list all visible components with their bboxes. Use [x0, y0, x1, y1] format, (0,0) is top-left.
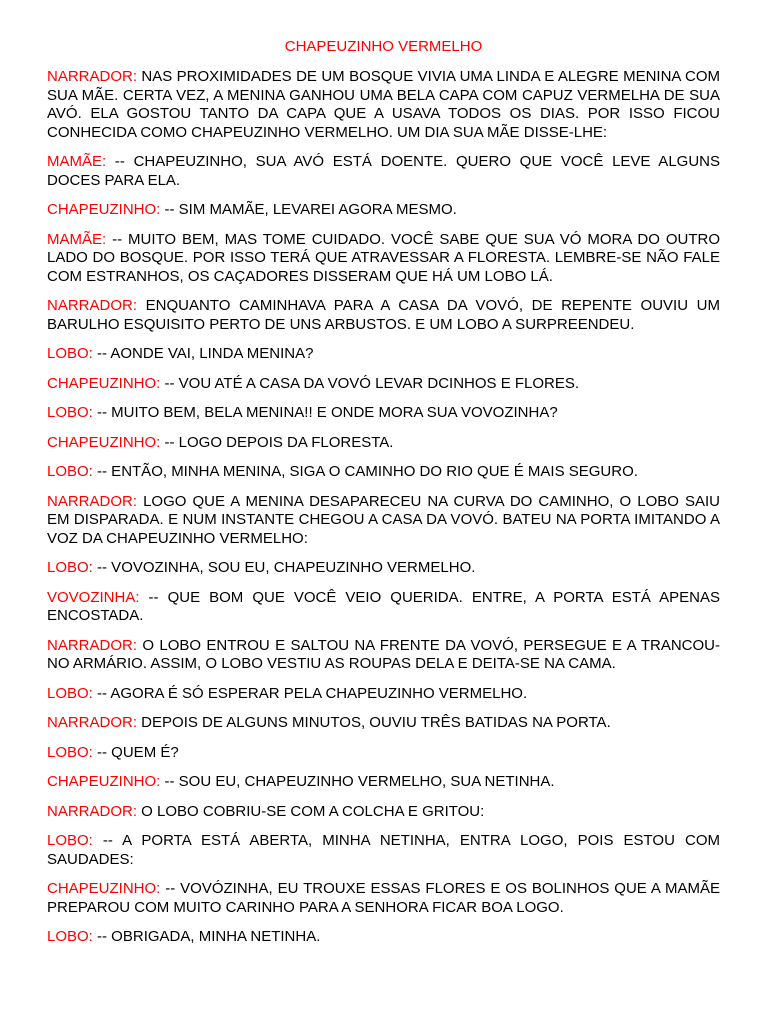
- speaker-label: MAMÃE:: [47, 153, 107, 170]
- dialogue-paragraph: [47, 928, 720, 947]
- dialogue-text: -- OBRIGADA, MINHA NETINHA.: [92, 928, 321, 945]
- speaker-label: LOBO:: [47, 559, 93, 576]
- dialogue-paragraph: [47, 493, 720, 549]
- speaker-label: NARRADOR:: [47, 714, 138, 731]
- dialogue-text: O LOBO ENTROU E SALTOU NA FRENTE DA VOVÓ, PERSEGUE E A TRANCOU-NO ARMÁRIO. ASSIM, O LOBO VESTIU AS ROUPAS DELA E DEITA-SE NA CAMA.: [47, 636, 720, 672]
- dialogue-paragraph: [47, 404, 720, 423]
- speaker-label: CHAPEUZINHO:: [47, 433, 161, 451]
- speaker-label: CHAPEUZINHO:: [47, 374, 161, 392]
- dialogue-text: ENQUANTO CAMINHAVA PARA A CASA DA VOVÓ, DE REPENTE OUVIU UM BARULHO ESQUISITO PERTO DE UNS ARBUSTOS. E UM LOBO A SURPREENDEU.: [47, 297, 720, 333]
- dialogue-paragraph: [47, 463, 720, 482]
- speaker-label: LOBO:: [47, 928, 93, 945]
- dialogue-body: [47, 68, 720, 947]
- dialogue-paragraph: [47, 434, 720, 453]
- speaker-label: LOBO:: [47, 684, 93, 702]
- speaker-label: LOBO:: [47, 832, 93, 849]
- speaker-label: NARRADOR:: [47, 492, 138, 510]
- dialogue-text: NAS PROXIMIDADES DE UM BOSQUE VIVIA UMA LINDA E ALEGRE MENINA COM SUA MÃE. CERTA VEZ, A MENINA GANHOU UMA BELA CAPA COM CAPUZ VERMELHA DE SUA AVÓ. ELA GOSTOU TANTO DA CAPA QUE A USAVA TODOS OS DIAS. POR ISSO FICOU CONHECIDA COMO CHAPEUZINHO VERMELHO. UM DIA SUA MÃE DISSE-LHE:: [47, 68, 720, 141]
- speaker-label: MAMÃE:: [47, 230, 107, 248]
- dialogue-text: -- AGORA É SÓ ESPERAR PELA CHAPEUZINHO VERMELHO.: [92, 684, 528, 702]
- dialogue-text: -- VOVOZINHA, SOU EU, CHAPEUZINHO VERMELHO.: [92, 559, 476, 576]
- dialogue-paragraph: [47, 375, 720, 394]
- dialogue-text: LOGO QUE A MENINA DESAPARECEU NA CURVA DO CAMINHO, O LOBO SAIU EM DISPARADA. E NUM INSTANTE CHEGOU A CASA DA VOVÓ. BATEU NA PORTA IMITANDO A VOZ DA CHAPEUZINHO VERMELHO:: [47, 492, 720, 547]
- dialogue-paragraph: [47, 744, 720, 763]
- dialogue-text: -- QUE BOM QUE VOCÊ VEIO QUERIDA. ENTRE, A PORTA ESTÁ APENAS ENCOSTADA.: [47, 588, 720, 624]
- speaker-label: VOVOZINHA:: [47, 588, 140, 606]
- speaker-label: CHAPEUZINHO:: [47, 773, 161, 790]
- dialogue-paragraph: [47, 880, 720, 917]
- dialogue-text: -- QUEM É?: [92, 743, 179, 761]
- dialogue-paragraph: [47, 297, 720, 334]
- dialogue-paragraph: [47, 201, 720, 220]
- dialogue-text: -- A PORTA ESTÁ ABERTA, MINHA NETINHA, ENTRA LOGO, POIS ESTOU COM SAUDADES:: [47, 832, 720, 868]
- dialogue-text: DEPOIS DE ALGUNS MINUTOS, OUVIU TRÊS BATIDAS NA PORTA.: [137, 714, 611, 731]
- dialogue-text: -- VOVÓZINHA, EU TROUXE ESSAS FLORES E OS BOLINHOS QUE A MAMÃE PREPAROU COM MUITO CARINHO PARA A SENHORA FICAR BOA LOGO.: [47, 880, 720, 916]
- dialogue-text: -- SOU EU, CHAPEUZINHO VERMELHO, SUA NETINHA.: [160, 773, 555, 790]
- dialogue-paragraph: [47, 832, 720, 869]
- dialogue-text: -- SIM MAMÃE, LEVAREI AGORA MESMO.: [160, 201, 457, 218]
- document-title: CHAPEUZINHO VERMELHO: [284, 38, 483, 55]
- dialogue-paragraph: [47, 231, 720, 287]
- speaker-label: NARRADOR:: [47, 68, 138, 85]
- dialogue-paragraph: [47, 773, 720, 792]
- speaker-label: LOBO:: [47, 743, 93, 761]
- dialogue-paragraph: [47, 559, 720, 578]
- speaker-label: LOBO:: [47, 345, 93, 362]
- dialogue-paragraph: [47, 589, 720, 626]
- dialogue-paragraph: [47, 637, 720, 674]
- dialogue-text: -- AONDE VAI, LINDA MENINA?: [92, 345, 314, 362]
- dialogue-text: -- MUITO BEM, MAS TOME CUIDADO. VOCÊ SABE QUE SUA VÓ MORA DO OUTRO LADO DO BOSQUE. POR ISSO TERÁ QUE ATRAVESSAR A FLORESTA. LEMBRE-SE NÃO FALE COM ESTRANHOS, OS CAÇADORES DISSERAM QUE HÁ UM LOBO LÁ.: [47, 230, 720, 285]
- speaker-label: CHAPEUZINHO:: [47, 880, 161, 897]
- dialogue-paragraph: [47, 153, 720, 190]
- dialogue-paragraph: [47, 803, 720, 822]
- speaker-label: LOBO:: [47, 463, 93, 480]
- dialogue-text: -- LOGO DEPOIS DA FLORESTA.: [160, 433, 394, 451]
- speaker-label: NARRADOR:: [47, 297, 138, 314]
- dialogue-paragraph: [47, 685, 720, 704]
- dialogue-text: -- MUITO BEM, BELA MENINA!! E ONDE MORA SUA VOVOZINHA?: [92, 404, 558, 421]
- dialogue-paragraph: [47, 345, 720, 364]
- dialogue-text: -- CHAPEUZINHO, SUA AVÓ ESTÁ DOENTE. QUERO QUE VOCÊ LEVE ALGUNS DOCES PARA ELA.: [47, 153, 720, 189]
- dialogue-paragraph: [47, 714, 720, 733]
- speaker-label: NARRADOR:: [47, 802, 138, 820]
- speaker-label: CHAPEUZINHO:: [47, 201, 161, 218]
- speaker-label: LOBO:: [47, 404, 93, 421]
- dialogue-text: -- VOU ATÉ A CASA DA VOVÓ LEVAR DCINHOS E FLORES.: [160, 374, 580, 392]
- dialogue-paragraph: [47, 68, 720, 142]
- dialogue-text: O LOBO COBRIU-SE COM A COLCHA E GRITOU:: [137, 802, 485, 820]
- dialogue-text: -- ENTÃO, MINHA MENINA, SIGA O CAMINHO DO RIO QUE É MAIS SEGURO.: [92, 463, 638, 480]
- speaker-label: NARRADOR:: [47, 636, 138, 654]
